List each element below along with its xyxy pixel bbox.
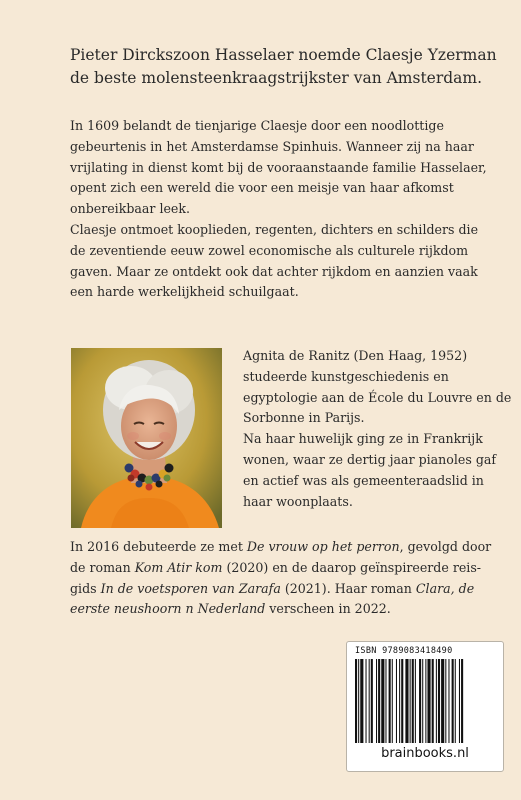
- blurb-paragraph-1: In 1609 belandt de tienjarige Claesje door een noodlottige gebeurtenis in het Amsterdamse Spinhuis. Wanneer zij na haar vrijlating in dienst komt bij de vooraanstaande familie Hasselaer, opent zich een wereld die voor een meisje van haar afkomst onbereikbaar leek.: [70, 118, 487, 217]
- barcode-bar: [392, 659, 393, 743]
- book-blurb: [70, 116, 490, 303]
- barcode-image: [355, 659, 495, 743]
- author-bio-paragraph-2: Na haar huwelijk ging ze in Frankrijk wonen, waar ze dertig jaar pianoles gaf en actief was als gemeenteraadslid in haar woonplaats.: [243, 431, 497, 509]
- barcode-bar: [371, 659, 373, 743]
- barcode-bar: [438, 659, 440, 743]
- author-works: [70, 537, 500, 620]
- blurb-paragraph-2: Claesje ontmoet kooplieden, regenten, dichters en schilders die de zeventiende eeuw zowel economische als culturele rijkdom gaven. Maar ze ontdekt ook dat achter rijkdom en aanzien vaak een harde werkelijkheid schuilgaat.: [70, 221, 479, 300]
- barcode-bar: [358, 659, 359, 743]
- barcode-bar: [376, 659, 377, 743]
- barcode-bar: [399, 659, 400, 743]
- barcode-bar: [432, 659, 434, 743]
- barcode-box: [346, 641, 504, 772]
- publisher-name: brainbooks.nl: [381, 746, 469, 761]
- barcode-bar: [378, 659, 380, 743]
- works-text-2: , gevolgd door de roman: [70, 539, 492, 575]
- work-title-1: De vrouw op het perron: [246, 539, 400, 554]
- barcode-bar: [422, 659, 423, 743]
- barcode-bar: [448, 659, 449, 743]
- works-text-1: In 2016 debuteerde ze met: [70, 539, 247, 554]
- author-photo: [71, 348, 222, 528]
- barcode-bar: [396, 659, 397, 743]
- barcode-bar: [419, 659, 421, 743]
- barcode-bar: [360, 659, 363, 743]
- barcode-bar: [452, 659, 454, 743]
- barcode-bar: [459, 659, 460, 743]
- author-bio-paragraph-1: Agnita de Ranitz (Den Haag, 1952) studeerde kunstgeschiedenis en egyptologie aan de École du Louvre en de Sorbonne in Parijs.: [243, 348, 512, 426]
- barcode-bar: [401, 659, 403, 743]
- barcode-bar: [410, 659, 411, 743]
- author-bio: [243, 346, 513, 512]
- work-title-2: Kom Atir kom: [134, 559, 223, 575]
- work-title-4: Clara, de eerste neushoorn n Nederland: [70, 580, 475, 617]
- barcode-bar: [436, 659, 437, 743]
- barcode-bar: [415, 659, 416, 743]
- barcode-bar: [385, 659, 386, 743]
- barcode-bar: [381, 659, 384, 743]
- barcode-bar: [366, 659, 367, 743]
- works-text-3: (2020) en de daarop geïnspireerde reisgids: [70, 559, 482, 596]
- barcode-bar: [425, 659, 426, 743]
- barcode-bar: [445, 659, 446, 743]
- barcode-bar: [427, 659, 430, 743]
- isbn-label: ISBN 9789083418490: [355, 646, 453, 656]
- works-text-5: verscheen in 2022.: [265, 601, 391, 617]
- barcode-bar: [441, 659, 444, 743]
- barcode-bar: [355, 659, 357, 743]
- barcode-bar: [455, 659, 456, 743]
- author-portrait-image: [71, 348, 222, 528]
- works-text-4: (2021). Haar roman: [280, 580, 416, 596]
- barcode-bar: [461, 659, 463, 743]
- barcode-bar: [369, 659, 370, 743]
- tagline: Pieter Dirckszoon Hasselaer noemde Claesje Yzerman de beste molensteenkraagstrijkster van Amsterdam.: [70, 46, 497, 87]
- barcode-bar: [412, 659, 414, 743]
- barcode-bar: [389, 659, 391, 743]
- barcode-bar: [405, 659, 408, 743]
- work-title-3: In de voetsporen van Zarafa: [100, 580, 281, 596]
